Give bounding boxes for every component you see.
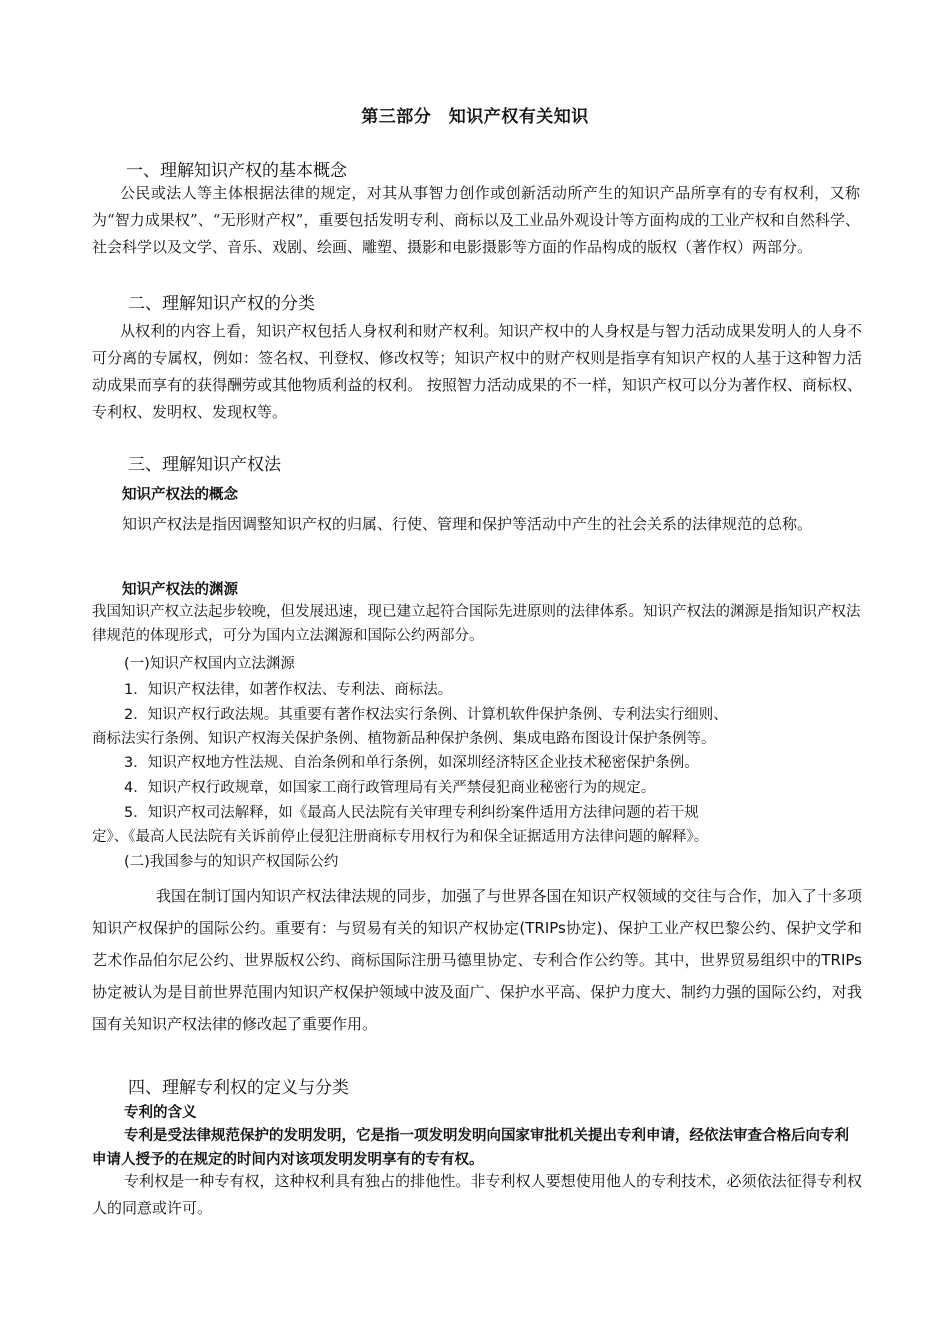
section-2-heading: 二、理解知识产权的分类	[128, 294, 315, 314]
patent-definition-paragraph: 专利是受法律规范保护的发明发明，它是指一项发明发明向国家审批机关提出专利申请，经依法审查合格后向专利申请人授予的在规定的时间内对该项发明发明享有的专有权。	[92, 1128, 849, 1168]
international-conventions-title: (二)我国参与的知识产权国际公约	[124, 854, 339, 870]
ip-law-concept-title: 知识产权法的概念	[122, 487, 238, 503]
list-item-2-line-2: 商标法实行条例、知识产权海关保护条例、植物新品种保护条例、集成电路布图设计保护条例等。	[92, 731, 716, 747]
section-1-heading: 一、理解知识产权的基本概念	[126, 161, 347, 181]
section-3-heading: 三、理解知识产权法	[128, 455, 281, 475]
section-4-heading: 四、理解专利权的定义与分类	[128, 1078, 349, 1098]
section-1-paragraph: 公民或法人等主体根据法律的规定，对其从事智力创作或创新活动所产生的知识产品所享有的专有权利，又称为“智力成果权”、“无形财产权”，重要包括发明专利、商标以及工业品外观设计等方面构成的工业产权和自然科学、社会科学以及文学、音乐、戏剧、绘画、雕塑、摄影和电影摄影等方面的作品构成的版权（著作权）两部分。	[92, 184, 860, 256]
ip-law-concept-paragraph: 知识产权法是指因调整知识产权的归属、行使、管理和保护等活动中产生的社会关系的法律规范的总称。	[122, 515, 813, 533]
list-item-5-line-1: 5．知识产权司法解释，如《最高人民法院有关审理专利纠纷案件适用方法律问题的若干规	[124, 805, 699, 821]
list-item-3: 3．知识产权地方性法规、自治条例和单行条例，如深圳经济特区企业技术秘密保护条例。	[124, 755, 699, 771]
page-title: 第三部分 知识产权有关知识	[361, 107, 589, 127]
section-2-paragraph: 从权利的内容上看，知识产权包括人身权利和财产权利。知识产权中的人身权是与智力活动成果发明人的人身不可分离的专属权，例如：签名权、刊登权、修改权等；知识产权中的财产权则是指享有知识产权的人基于这种智力活动成果而享有的获得酬劳或其他物质利益的权利。 按照智力活动成果的不一样，知识产权可以分为著作权、商标权、专利权、发明权、发现权等。	[92, 322, 862, 421]
list-item-5-line-2: 定》、《最高人民法院有关诉前停止侵犯注册商标专用权行为和保全证据适用方法律问题的解释》。	[92, 829, 709, 845]
ip-law-origin-title: 知识产权法的渊源	[122, 582, 238, 598]
list-item-1: 1．知识产权法律，如著作权法、专利法、商标法。	[124, 682, 453, 698]
international-conventions-paragraph: 我国在制订国内知识产权法律法规的同步，加强了与世界各国在知识产权领域的交往与合作，加入了十多项知识产权保护的国际公约。重要有：与贸易有关的知识产权协定(TRIPs协定)、保护工业产权巴黎公约、保护文学和艺术作品伯尔尼公约、世界版权公约、商标国际注册马德里协定、专利合作公约等。其中，世界贸易组织中的TRIPs协定被认为是目前世界范围内知识产权保护领域中波及面广、保护水平高、保护力度大、制约力强的国际公约，对我国有关知识产权法律的修改起了重要作用。	[92, 887, 862, 1033]
list-item-2-line-1: 2．知识产权行政法规。其重要有著作权法实行条例、计算机软件保护条例、专利法实行细则、	[124, 707, 728, 723]
patent-right-paragraph: 专利权是一种专有权，这种权利具有独占的排他性。非专利权人要想使用他人的专利技术，必须依法征得专利权人的同意或许可。	[92, 1172, 862, 1217]
list-item-4: 4．知识产权行政规章，如国家工商行政管理局有关严禁侵犯商业秘密行为的规定。	[124, 780, 656, 796]
patent-meaning-title: 专利的含义	[124, 1105, 197, 1121]
domestic-sources-title: (一)知识产权国内立法渊源	[124, 656, 295, 672]
ip-law-origin-paragraph: 我国知识产权立法起步较晚，但发展迅速，现已建立起符合国际先进原则的法律体系。知识产权法的渊源是指知识产权法律规范的体现形式，可分为国内立法渊源和国际公约两部分。	[92, 604, 861, 644]
